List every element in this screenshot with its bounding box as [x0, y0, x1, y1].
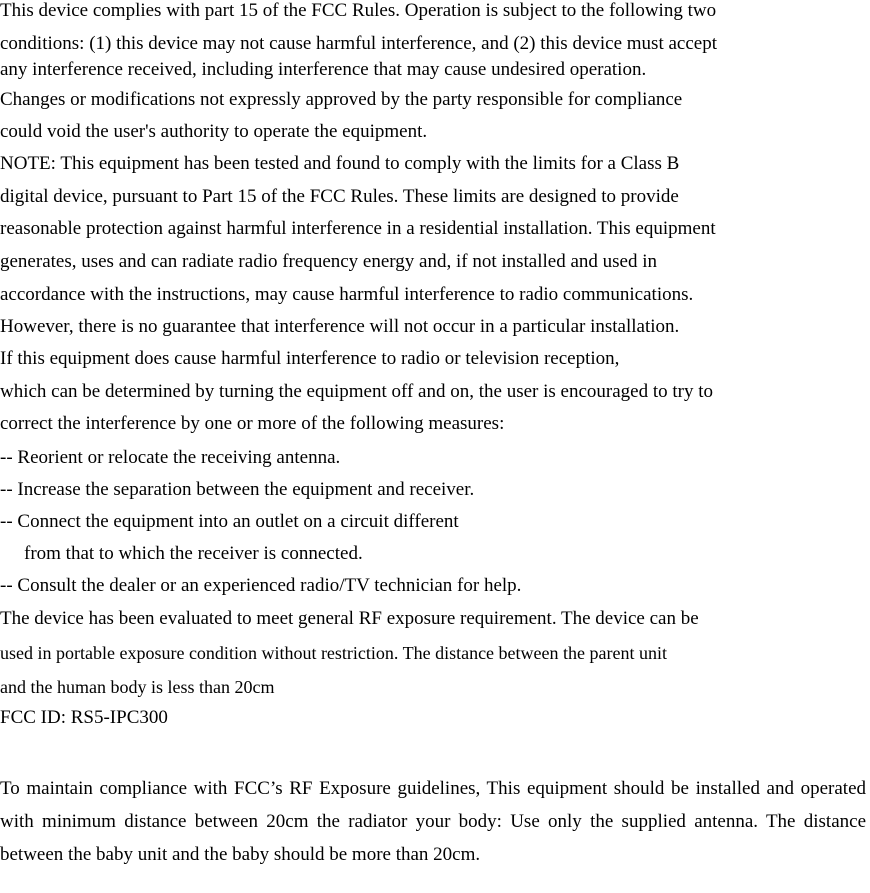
fcc-compliance-line: This device complies with part 15 of the FCC Rules. Operation is subject to the following two — [0, 0, 717, 21]
measure-list-item: -- Connect the equipment into an outlet on a circuit different — [0, 511, 459, 532]
interference-intro-line: If this equipment does cause harmful interference to radio or television reception, — [0, 348, 620, 369]
interference-intro-line: which can be determined by turning the equipment off and on, the user is encouraged to try to — [0, 381, 714, 402]
fcc-compliance-line: conditions: (1) this device may not cause harmful interference, and (2) this device must accept — [0, 33, 717, 54]
measure-list-item: -- Reorient or relocate the receiving antenna. — [0, 447, 341, 468]
modification-warning-line: Changes or modifications not expressly approved by the party responsible for compliance — [0, 89, 683, 110]
class-b-note-line: reasonable protection against harmful interference in a residential installation. This equipment — [0, 218, 716, 239]
measure-list-item: -- Consult the dealer or an experienced radio/TV technician for help. — [0, 575, 522, 596]
measure-list-item: -- Increase the separation between the equipment and receiver. — [0, 479, 475, 500]
modification-warning-line: could void the user's authority to operate the equipment. — [0, 121, 428, 142]
class-b-note-line: accordance with the instructions, may cause harmful interference to radio communications. — [0, 284, 694, 305]
class-b-note-line: However, there is no guarantee that interference will not occur in a particular installation. — [0, 316, 680, 337]
fcc-compliance-line: any interference received, including interference that may cause undesired operation. — [0, 59, 647, 80]
rf-exposure-line: and the human body is less than 20cm — [0, 677, 275, 697]
class-b-note-line: digital device, pursuant to Part 15 of the FCC Rules. These limits are designed to provide — [0, 186, 679, 207]
rf-exposure-line: used in portable exposure condition without restriction. The distance between the parent unit — [0, 643, 667, 663]
rf-exposure-line: The device has been evaluated to meet general RF exposure requirement. The device can be — [0, 608, 699, 629]
class-b-note-line: NOTE: This equipment has been tested and found to comply with the limits for a Class B — [0, 153, 680, 174]
measure-list-item-continuation: from that to which the receiver is connected. — [24, 543, 363, 564]
interference-intro-line: correct the interference by one or more of the following measures: — [0, 413, 505, 434]
fcc-id: FCC ID: RS5-IPC300 — [0, 707, 168, 728]
class-b-note-line: generates, uses and can radiate radio frequency energy and, if not installed and used in — [0, 251, 658, 272]
rf-compliance-paragraph: To maintain compliance with FCC’s RF Exposure guidelines, This equipment should be installed and operated with minimum distance between 20cm the radiator your body: Use only the supplied antenna. The distance between the baby unit and the baby should be more than 20cm. — [0, 778, 866, 865]
